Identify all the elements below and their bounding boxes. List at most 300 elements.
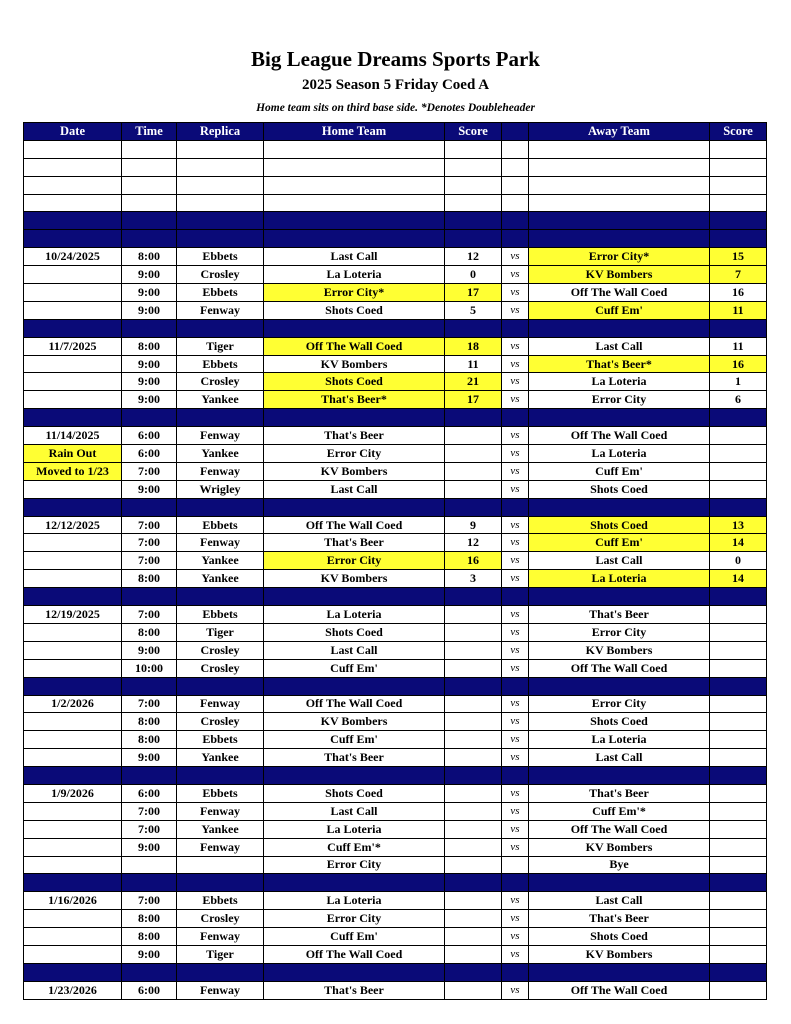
away-team-cell: Shots Coed (529, 928, 710, 946)
date-cell: 1/23/2026 (24, 981, 122, 999)
vs-cell: vs (502, 337, 529, 355)
home-team-cell (264, 176, 445, 194)
time-cell: 7:00 (122, 802, 177, 820)
separator-cell (710, 212, 767, 230)
away-team-cell: Error City* (529, 248, 710, 266)
time-cell: 9:00 (122, 838, 177, 856)
away-team-cell: That's Beer (529, 910, 710, 928)
date-cell (24, 838, 122, 856)
home-team-cell: Cuff Em' (264, 928, 445, 946)
vs-cell: vs (502, 534, 529, 552)
home-score-cell (445, 641, 502, 659)
separator-cell (264, 963, 445, 981)
week-separator-row (24, 963, 767, 981)
time-cell: 9:00 (122, 301, 177, 319)
date-cell (24, 749, 122, 767)
game-row (24, 373, 767, 391)
replica-cell: Wrigley (177, 480, 264, 498)
separator-cell (710, 498, 767, 516)
home-team-cell: Shots Coed (264, 784, 445, 802)
away-score-cell: 11 (710, 301, 767, 319)
vs-cell: vs (502, 462, 529, 480)
col-header-home-team: Home Team (264, 123, 445, 141)
vs-cell: vs (502, 606, 529, 624)
separator-cell (264, 409, 445, 427)
time-cell: 8:00 (122, 731, 177, 749)
game-row (24, 784, 767, 802)
vs-cell: vs (502, 248, 529, 266)
date-cell (24, 570, 122, 588)
home-score-cell (445, 713, 502, 731)
time-cell: 9:00 (122, 480, 177, 498)
vs-cell: vs (502, 981, 529, 999)
date-cell (24, 802, 122, 820)
date-cell: 12/19/2025 (24, 606, 122, 624)
separator-cell (122, 767, 177, 785)
replica-cell: Ebbets (177, 892, 264, 910)
vs-cell: vs (502, 838, 529, 856)
time-cell: 8:00 (122, 910, 177, 928)
replica-cell: Yankee (177, 445, 264, 463)
vs-cell (502, 140, 529, 158)
away-team-cell: Shots Coed (529, 480, 710, 498)
replica-cell: Fenway (177, 981, 264, 999)
home-score-cell: 17 (445, 391, 502, 409)
separator-cell (710, 409, 767, 427)
date-cell (24, 301, 122, 319)
separator-cell (24, 409, 122, 427)
col-header-date: Date (24, 123, 122, 141)
separator-cell (445, 677, 502, 695)
replica-cell: Fenway (177, 695, 264, 713)
time-cell: 7:00 (122, 462, 177, 480)
home-score-cell (445, 445, 502, 463)
away-team-cell (529, 194, 710, 212)
game-row (24, 713, 767, 731)
date-cell (24, 659, 122, 677)
home-team-cell: Off The Wall Coed (264, 945, 445, 963)
col-header-replica: Replica (177, 123, 264, 141)
home-score-cell: 0 (445, 266, 502, 284)
time-cell: 7:00 (122, 516, 177, 534)
home-score-cell: 16 (445, 552, 502, 570)
away-team-cell: Last Call (529, 552, 710, 570)
home-score-cell (445, 659, 502, 677)
away-score-cell (710, 784, 767, 802)
separator-cell (177, 963, 264, 981)
time-cell (122, 856, 177, 874)
date-cell (24, 158, 122, 176)
separator-cell (122, 498, 177, 516)
game-row (24, 659, 767, 677)
time-cell: 7:00 (122, 820, 177, 838)
home-score-cell (445, 140, 502, 158)
date-cell (24, 552, 122, 570)
game-row (24, 248, 767, 266)
vs-cell: vs (502, 641, 529, 659)
away-score-cell (710, 856, 767, 874)
away-team-cell: La Loteria (529, 731, 710, 749)
away-score-cell: 14 (710, 570, 767, 588)
replica-cell: Yankee (177, 552, 264, 570)
home-team-cell: That's Beer (264, 534, 445, 552)
away-score-cell (710, 820, 767, 838)
away-score-cell (710, 623, 767, 641)
separator-cell (24, 212, 122, 230)
replica-cell: Tiger (177, 623, 264, 641)
home-team-cell (264, 194, 445, 212)
vs-cell: vs (502, 427, 529, 445)
vs-cell: vs (502, 516, 529, 534)
separator-cell (177, 230, 264, 248)
away-team-cell: Off The Wall Coed (529, 427, 710, 445)
separator-cell (445, 230, 502, 248)
away-score-cell (710, 194, 767, 212)
week-separator-row (24, 677, 767, 695)
date-cell (24, 731, 122, 749)
away-score-cell (710, 695, 767, 713)
away-team-cell: KV Bombers (529, 641, 710, 659)
game-row (24, 355, 767, 373)
away-score-cell (710, 892, 767, 910)
week-separator-row (24, 498, 767, 516)
home-team-cell: Shots Coed (264, 373, 445, 391)
game-row (24, 749, 767, 767)
home-score-cell (445, 623, 502, 641)
separator-cell (710, 963, 767, 981)
home-team-cell: La Loteria (264, 606, 445, 624)
away-team-cell: That's Beer* (529, 355, 710, 373)
away-team-cell: Bye (529, 856, 710, 874)
separator-cell (502, 874, 529, 892)
home-score-cell: 21 (445, 373, 502, 391)
vs-cell: vs (502, 695, 529, 713)
away-team-cell: Off The Wall Coed (529, 659, 710, 677)
replica-cell: Fenway (177, 301, 264, 319)
separator-cell (24, 230, 122, 248)
week-separator-row (24, 319, 767, 337)
time-cell: 7:00 (122, 552, 177, 570)
separator-cell (264, 212, 445, 230)
away-score-cell: 16 (710, 284, 767, 302)
separator-cell (502, 212, 529, 230)
date-cell: 1/16/2026 (24, 892, 122, 910)
replica-cell: Crosley (177, 713, 264, 731)
replica-cell: Fenway (177, 802, 264, 820)
away-score-cell (710, 659, 767, 677)
away-score-cell (710, 176, 767, 194)
week-separator-row (24, 767, 767, 785)
home-score-cell (445, 731, 502, 749)
time-cell: 9:00 (122, 641, 177, 659)
away-team-cell: Last Call (529, 337, 710, 355)
vs-cell: vs (502, 749, 529, 767)
game-row (24, 641, 767, 659)
vs-cell: vs (502, 623, 529, 641)
separator-cell (445, 588, 502, 606)
away-team-cell: Cuff Em' (529, 534, 710, 552)
game-row (24, 820, 767, 838)
date-cell: 11/7/2025 (24, 337, 122, 355)
date-cell (24, 480, 122, 498)
replica-cell: Yankee (177, 570, 264, 588)
home-score-cell (445, 856, 502, 874)
separator-cell (529, 319, 710, 337)
away-score-cell (710, 802, 767, 820)
home-score-cell (445, 802, 502, 820)
date-cell (24, 194, 122, 212)
vs-cell: vs (502, 659, 529, 677)
date-cell (24, 641, 122, 659)
replica-cell: Crosley (177, 266, 264, 284)
replica-cell: Fenway (177, 928, 264, 946)
date-cell (24, 373, 122, 391)
away-team-cell: Error City (529, 623, 710, 641)
away-team-cell: Off The Wall Coed (529, 284, 710, 302)
time-cell: 7:00 (122, 695, 177, 713)
separator-cell (264, 498, 445, 516)
vs-cell: vs (502, 284, 529, 302)
time-cell: 7:00 (122, 892, 177, 910)
week-separator-row (24, 874, 767, 892)
time-cell: 8:00 (122, 713, 177, 731)
vs-cell: vs (502, 945, 529, 963)
away-team-cell: Shots Coed (529, 516, 710, 534)
home-team-cell: Off The Wall Coed (264, 695, 445, 713)
vs-cell: vs (502, 570, 529, 588)
away-score-cell: 6 (710, 391, 767, 409)
vs-cell: vs (502, 480, 529, 498)
game-row (24, 284, 767, 302)
date-cell (24, 534, 122, 552)
away-score-cell (710, 158, 767, 176)
vs-cell: vs (502, 445, 529, 463)
separator-cell (24, 767, 122, 785)
away-team-cell: La Loteria (529, 373, 710, 391)
away-score-cell (710, 606, 767, 624)
time-cell: 8:00 (122, 570, 177, 588)
replica-cell: Ebbets (177, 355, 264, 373)
vs-cell: vs (502, 892, 529, 910)
home-team-cell: Last Call (264, 248, 445, 266)
separator-cell (502, 767, 529, 785)
home-team-cell: Error City (264, 856, 445, 874)
separator-cell (445, 409, 502, 427)
away-team-cell (529, 176, 710, 194)
away-score-cell (710, 641, 767, 659)
time-cell: 8:00 (122, 248, 177, 266)
replica-cell (177, 856, 264, 874)
time-cell (122, 140, 177, 158)
home-team-cell: KV Bombers (264, 570, 445, 588)
home-score-cell (445, 910, 502, 928)
home-score-cell: 3 (445, 570, 502, 588)
game-row (24, 981, 767, 999)
home-team-cell: That's Beer* (264, 391, 445, 409)
separator-cell (122, 409, 177, 427)
away-score-cell (710, 427, 767, 445)
home-team-cell: Last Call (264, 641, 445, 659)
schedule-note: Home team sits on third base side. *Denotes Doubleheader (256, 102, 535, 114)
home-score-cell: 5 (445, 301, 502, 319)
game-row (24, 337, 767, 355)
home-score-cell (445, 749, 502, 767)
time-cell: 6:00 (122, 445, 177, 463)
home-score-cell (445, 892, 502, 910)
away-score-cell (710, 928, 767, 946)
separator-cell (445, 319, 502, 337)
replica-cell: Crosley (177, 373, 264, 391)
away-score-cell (710, 140, 767, 158)
replica-cell: Yankee (177, 749, 264, 767)
away-score-cell (710, 838, 767, 856)
away-team-cell: Off The Wall Coed (529, 820, 710, 838)
away-score-cell (710, 910, 767, 928)
vs-cell: vs (502, 355, 529, 373)
home-score-cell (445, 606, 502, 624)
separator-cell (529, 409, 710, 427)
home-team-cell: Error City (264, 910, 445, 928)
time-cell: 6:00 (122, 981, 177, 999)
home-team-cell: Error City (264, 552, 445, 570)
replica-cell: Ebbets (177, 284, 264, 302)
home-team-cell: Shots Coed (264, 301, 445, 319)
home-score-cell (445, 928, 502, 946)
separator-cell (24, 874, 122, 892)
time-cell: 8:00 (122, 928, 177, 946)
vs-cell: vs (502, 928, 529, 946)
home-team-cell: Cuff Em'* (264, 838, 445, 856)
game-row (24, 462, 767, 480)
season-subtitle: 2025 Season 5 Friday Coed A (301, 77, 490, 93)
home-score-cell (445, 945, 502, 963)
date-cell (24, 856, 122, 874)
away-score-cell: 0 (710, 552, 767, 570)
separator-cell (177, 409, 264, 427)
home-team-cell: Cuff Em' (264, 659, 445, 677)
date-cell (24, 266, 122, 284)
time-cell: 9:00 (122, 945, 177, 963)
table-header-row (24, 123, 767, 141)
separator-cell (177, 874, 264, 892)
home-score-cell: 17 (445, 284, 502, 302)
date-cell (24, 928, 122, 946)
home-score-cell (445, 981, 502, 999)
separator-cell (264, 319, 445, 337)
away-score-cell (710, 749, 767, 767)
game-row (24, 802, 767, 820)
home-team-cell: Last Call (264, 480, 445, 498)
date-cell: 10/24/2025 (24, 248, 122, 266)
away-team-cell (529, 158, 710, 176)
week-separator-row (24, 212, 767, 230)
home-team-cell: That's Beer (264, 427, 445, 445)
date-cell (24, 391, 122, 409)
away-score-cell: 15 (710, 248, 767, 266)
replica-cell: Crosley (177, 641, 264, 659)
away-score-cell (710, 480, 767, 498)
col-header-home-score: Score (445, 123, 502, 141)
separator-cell (122, 230, 177, 248)
separator-cell (529, 230, 710, 248)
home-score-cell: 12 (445, 534, 502, 552)
away-team-cell: La Loteria (529, 445, 710, 463)
home-score-cell (445, 427, 502, 445)
game-row (24, 534, 767, 552)
vs-cell: vs (502, 820, 529, 838)
game-row (24, 301, 767, 319)
separator-cell (264, 588, 445, 606)
vs-cell (502, 856, 529, 874)
time-cell: 6:00 (122, 427, 177, 445)
page-title: Big League Dreams Sports Park (251, 47, 540, 71)
home-team-cell: KV Bombers (264, 713, 445, 731)
replica-cell: Yankee (177, 820, 264, 838)
home-team-cell: La Loteria (264, 820, 445, 838)
separator-cell (122, 874, 177, 892)
home-score-cell (445, 820, 502, 838)
game-row (24, 391, 767, 409)
time-cell: 10:00 (122, 659, 177, 677)
replica-cell: Fenway (177, 462, 264, 480)
replica-cell: Yankee (177, 391, 264, 409)
home-score-cell: 11 (445, 355, 502, 373)
away-score-cell: 16 (710, 355, 767, 373)
separator-cell (177, 767, 264, 785)
separator-cell (502, 588, 529, 606)
separator-cell (529, 874, 710, 892)
home-team-cell: Off The Wall Coed (264, 516, 445, 534)
replica-cell: Ebbets (177, 606, 264, 624)
away-team-cell: Last Call (529, 892, 710, 910)
separator-cell (24, 588, 122, 606)
date-cell: 1/2/2026 (24, 695, 122, 713)
home-team-cell: La Loteria (264, 892, 445, 910)
week-separator-row (24, 230, 767, 248)
game-row (24, 856, 767, 874)
away-team-cell: Last Call (529, 749, 710, 767)
blank-row (24, 140, 767, 158)
vs-cell: vs (502, 910, 529, 928)
separator-cell (445, 767, 502, 785)
separator-cell (710, 874, 767, 892)
separator-cell (502, 319, 529, 337)
replica-cell: Ebbets (177, 516, 264, 534)
home-score-cell: 18 (445, 337, 502, 355)
away-score-cell: 14 (710, 534, 767, 552)
time-cell: 9:00 (122, 355, 177, 373)
home-score-cell (445, 462, 502, 480)
vs-cell: vs (502, 373, 529, 391)
separator-cell (177, 588, 264, 606)
home-team-cell: Cuff Em' (264, 731, 445, 749)
separator-cell (502, 498, 529, 516)
away-team-cell: La Loteria (529, 570, 710, 588)
separator-cell (445, 212, 502, 230)
home-score-cell (445, 194, 502, 212)
away-team-cell: That's Beer (529, 784, 710, 802)
time-cell (122, 176, 177, 194)
date-cell (24, 284, 122, 302)
replica-cell: Crosley (177, 659, 264, 677)
replica-cell: Tiger (177, 945, 264, 963)
separator-cell (445, 963, 502, 981)
date-cell (24, 713, 122, 731)
blank-row (24, 194, 767, 212)
vs-cell: vs (502, 552, 529, 570)
separator-cell (177, 498, 264, 516)
time-cell: 8:00 (122, 337, 177, 355)
